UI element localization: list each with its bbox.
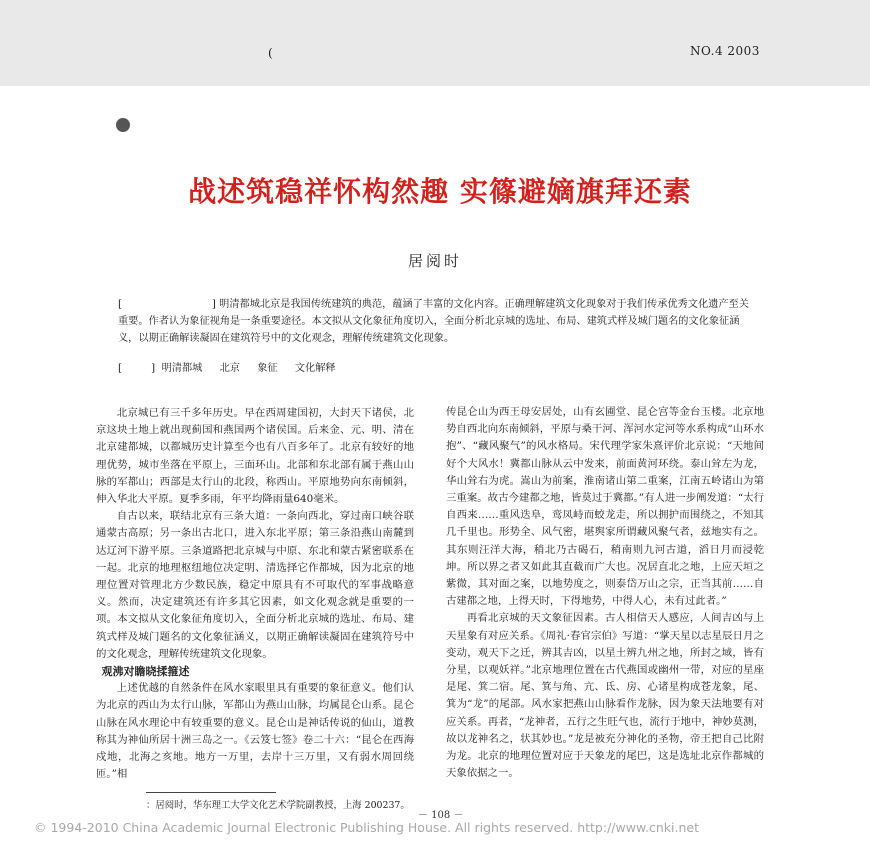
keyword: 明清都城 [161, 363, 203, 374]
article-author: 居阅时 [407, 252, 462, 270]
body-paragraph: 自古以来，联结北京有三条大道：一条向西北，穿过南口峡谷联通蒙古高原；另一条出古北口，进入东北平原；第三条沿燕山南麓到达辽河下游平原。三条道路把北京城与中原、东北和蒙古紧密联系在一起。北京的地理枢纽地位决定明、清选择它作都城，因为北京的地理位置对管理北方少数民族，稳定中原具有不可取代的军事战略意义。然而，决定建筑还有许多其它因素，如文化观念就是重要的一项。本文拟从文化象征角度切入，全面分析北京城的选址、布局、建筑式样及城门题名的文化象征涵义，以期正确解读凝固在建筑符号中的文化观念，理解传统建筑文化现象。 [96, 510, 414, 660]
keywords-block [118, 360, 758, 377]
journal-header-band [0, 0, 870, 86]
journal-name-bracket: ( [268, 46, 273, 60]
body-paragraph: 北京城已有三千多年历史。早在西周建国初，大封天下诸侯，北京这块土地上就出现蓟国和燕国两个诸侯国。后来金、元、明、清在北京建都城，以都城历史计算至今也有八百多年了。北京有较好的地理优势，城市坐落在平原上，三面环山。北部和东北部有属于燕山山脉的军都山；西部是太行山的北段，称西山。平原地势向东南倾斜，伸入华北大平原。夏季多雨，年平均降雨量640毫米。 [96, 407, 414, 506]
body-column-right [446, 404, 764, 782]
keyword: 文化解释 [294, 363, 336, 374]
author-footnote: ：居阅时，华东理工大学文化艺术学院副教授，上海 200237。 [146, 800, 410, 811]
journal-issue-number: NO.4 2003 [690, 44, 760, 58]
keyword: 北京 [219, 363, 240, 374]
keywords-bracket-close: ] [151, 363, 156, 374]
keywords-bracket-open: [ [118, 363, 122, 374]
body-paragraph: 传昆仑山为西王母安居处，山有玄圃堂、昆仑宫等金台玉楼。北京地势自西北向东南倾斜，平原与桑干河、浑河水定河等水系构成“山环水抱”、“藏风聚气”的风水格局。宋代理学家朱熹评价北京说：“天地间好个大风水！冀都山脉从云中发来，前面黄河环绕。泰山耸左为龙，华山耸右为虎。嵩山为前案，淮南诸山第二重案，江南五岭诸山为第三重案。故古今建都之地，皆莫过于冀都。”有人进一步阐发道：“太行自西来……重风迭阜，鸾凤峙而蛟龙走，所以拥护而围绕之，不知其几千里也。形势全、风气密，堪舆家所谓藏风聚气者，兹地实有之。其东则汪洋大海，稍北乃古碣石，稍南则九河古道，滔日月而浸乾坤。所以界之者又如此其直截而广大也。况居直北之地，上应天垣之紫微，其对面之案，以地势度之，则泰岱万山之宗，正当其前……自古建都之地，上得天时，下得地势，中得人心，未有过此者。” [446, 406, 764, 608]
body-paragraph: 再看北京城的天文象征因素。古人相信天人感应，人间吉凶与上天星象有对应关系。《周礼·春官宗伯》写道：“掌天星以志星辰日月之变动，观天下之迁，辨其吉凶，以星土辨九州之地，所封之域，皆有分星，以观妖祥。”北京地理位置在古代燕国或幽州一带，对应的星座是尾、箕二宿。尾、箕与角、亢、氐、房、心诸星构成苍龙象，尾、箕为“龙”的尾部。风水家把燕山山脉看作龙脉，因为象天法地要有对应关系。再者，“龙神者，五行之生旺气也，流行于地中，神妙莫测，故以龙神名之，状其妙也。”龙是被充分神化的圣物，帝王把自己比附为龙。北京的地理位置对应于天象龙的尾巴，这是选址北京作都城的天象依据之一。 [446, 612, 764, 780]
abstract-bracket-close: ] [211, 299, 216, 310]
bullet-dot-icon [116, 118, 130, 132]
abstract-block [118, 296, 758, 347]
abstract-text: 明清都城北京是我国传统建筑的典范，蕴涵了丰富的文化内容。正确理解建筑文化现象对于我们传承优秀文化遗产至关重要。作者认为象征视角是一条重要途径。本文拟从文化象征角度切入，全面分析北京城的选址、布局、建筑式样及城门题名的文化象征涵义，以期正确解读凝固在建筑符号中的文化观念，理解传统建筑文化现象。 [118, 299, 749, 344]
copyright-watermark: © 1994-2010 China Academic Journal Electronic Publishing House. All rights reserved. http://www.cnki.net [34, 820, 699, 835]
abstract-bracket-open: [ [118, 299, 122, 310]
body-column-left [96, 405, 414, 783]
section-heading: 观沸对瞻晓揉箍述 [101, 665, 190, 679]
footnote-divider [146, 792, 276, 793]
page-number: － 108 － [418, 810, 464, 821]
body-paragraph: 上述优越的自然条件在风水家眼里具有重要的象征意义。他们认为北京的西山为太行山脉，军都山为燕山山脉，均属昆仑山系。昆仑山脉在风水理论中有较重要的意义。昆仑山是神话传说的仙山，道教称其为神仙所居十洲三岛之一。《云笈七签》卷二十六：“昆仑在西海戍地，北海之亥地。地方一万里，去岸十三万里，又有弱水周回绕匝。”相 [96, 682, 414, 781]
keyword: 象征 [257, 363, 278, 374]
article-title: 战述筑稳祥怀构然趣 实篠避嫡旗拜还素 [188, 175, 692, 208]
